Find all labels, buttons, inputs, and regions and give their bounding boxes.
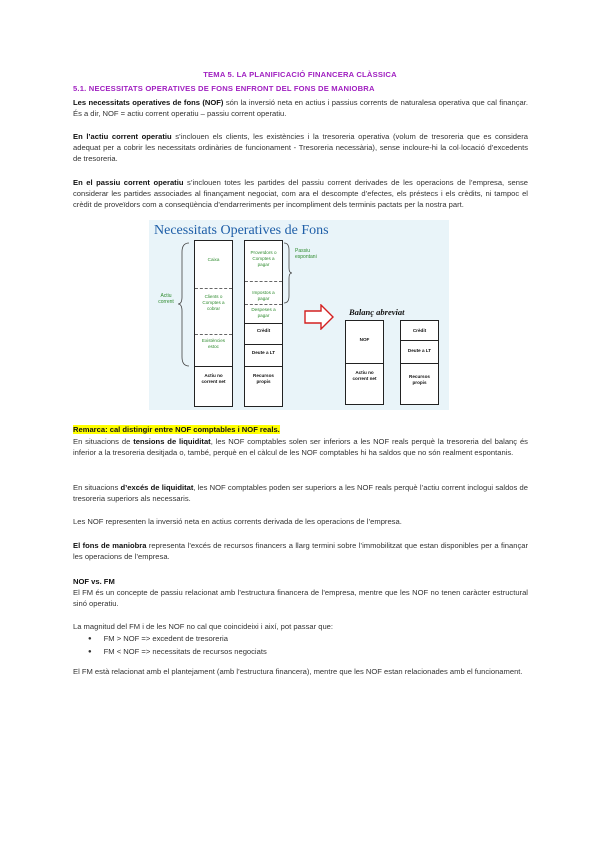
small-credit-divider	[401, 340, 438, 341]
credit-divider	[245, 344, 282, 345]
impostos-divider	[245, 304, 282, 305]
magnitud-paragraph: La magnitud del FM i de les NOF no cal que coincideixi i així, pot passar que:	[73, 622, 334, 631]
passiu-brace-icon	[283, 242, 293, 304]
small-credit-cell: Crèdit	[412, 328, 427, 333]
actiu-brace-icon	[177, 242, 191, 367]
nof-divider	[346, 363, 383, 364]
exces-paragraph	[73, 482, 528, 504]
remarca-highlight: Remarca: cal distingir entre NOF comptables i NOF reals.	[73, 425, 280, 434]
arrow-right-icon	[304, 304, 334, 330]
passiu-text: s’inclouen totes les partides del passiu corrent derivades de les operacions de l’empresa, sense considerar les partides associades al finançament negociat, com ara el descompte d’efectes, els préstecs i els crèdits, ni tampoc el crèdit de proveïdors com a conseqüència d’endarreriments per incompliment dels terminis pactats per la nostra part.	[73, 178, 528, 210]
caixa-cell: Caixa	[207, 257, 220, 262]
proveidors-divider	[245, 281, 282, 282]
credit-cell: Crèdit	[256, 328, 271, 333]
actiu-divider	[195, 366, 232, 367]
actiu-box	[194, 240, 233, 407]
small-deute-lt-cell: Deute a LT	[407, 348, 432, 353]
diagram-title: Necessitats Operatives de Fons	[154, 223, 329, 238]
balanc-title: Balanç abreviat	[349, 307, 405, 317]
small-deute-divider	[401, 363, 438, 364]
representen-paragraph: Les NOF representen la inversió neta en actius corrents derivada de les operacions de l’empresa.	[73, 517, 402, 526]
exces-pre: En situacions	[73, 483, 121, 492]
section-heading: 5.1. NECESSITATS OPERATIVES DE FONS ENFRONT DEL FONS DE MANIOBRA	[73, 84, 375, 93]
fm-concepte-paragraph: El FM és un concepte de passiu relacionat amb l’estructura financera de l’empresa, mentre que les NOF no tenen caràcter estructural sinó operatiu.	[73, 588, 528, 609]
intro-paragraph	[73, 97, 528, 119]
fons-term: El fons de maniobra	[73, 541, 147, 550]
actiu-corrent-label: Actiu corrent	[158, 293, 174, 305]
remarca-paragraph	[73, 424, 528, 435]
caixa-divider	[195, 288, 232, 289]
exces-text: , les NOF comptables poden ser superiors a les NOF reals perquè l’actiu corrent inclogui saldos de tresoreria superiors als necessaris.	[73, 483, 528, 504]
recursos-cell: Recursos propis	[253, 373, 274, 384]
tensions-paragraph	[73, 436, 528, 458]
exces-term: d’excés de liquiditat	[120, 483, 194, 492]
list-item: ● FM > NOF => excedent de tresoreria	[88, 633, 267, 646]
actiu-term: En l’actiu corrent operatiu	[73, 132, 172, 141]
small-recursos-cell: Recursos propis	[409, 374, 430, 385]
actiu-paragraph	[73, 131, 528, 165]
nof-diagram	[149, 220, 449, 410]
nof-cell: NOF	[359, 337, 370, 342]
intro-term: Les necessitats operatives de fons (NOF)	[73, 98, 224, 107]
comparison-list	[88, 633, 267, 659]
fons-paragraph	[73, 540, 528, 562]
fons-text: representa l’excés de recursos financers a llarg termini sobre l’immobilitzat que estan disponibles per a finançar les operacions de l’empresa.	[73, 541, 529, 562]
clients-cell: Clients o Comptes a cobrar	[202, 294, 225, 311]
list-item: ● FM < NOF => necessitats de recursos negociats	[88, 646, 267, 659]
clients-divider	[195, 334, 232, 335]
actiu-text: s’inclouen els clients, les existències i la tresoreria operativa (volum de tresoreria que es considera adequat per a cobrir les necessitats ordinàries de funcionament - Tresoreria necessària), sense incloure-hi la col·locació d’excedents de tresoreria.	[73, 132, 528, 164]
passiu-box	[244, 240, 283, 407]
nof-vs-fm-heading: NOF vs. FM	[73, 577, 115, 586]
balanc-passiu-box	[400, 320, 439, 405]
actiu-no-corrent-cell: Actiu no corrent net	[201, 373, 226, 384]
passiu-term: En el passiu corrent operatiu	[73, 178, 184, 187]
relacionat-paragraph: El FM està relacionat amb el plantejament (amb l’estructura financera), mentre que les NOF estan relacionades amb el funcionament.	[73, 667, 523, 676]
deute-divider	[245, 366, 282, 367]
small-actiu-no-corrent-cell: Actiu no corrent net	[352, 370, 377, 381]
tensions-pre: En situacions de	[73, 437, 134, 446]
passiu-paragraph	[73, 177, 528, 211]
page-title: TEMA 5. LA PLANIFICACIÓ FINANCERA CLÀSSICA	[203, 70, 397, 79]
tensions-term: tensions de liquiditat	[133, 437, 211, 446]
passiu-espontani-label: Passiu espontani	[295, 248, 317, 260]
despeses-divider	[245, 323, 282, 324]
deute-lt-cell: Deute a LT	[251, 350, 276, 355]
tensions-text: , les NOF comptables solen ser inferiors a les NOF reals perquè la tresoreria del balanç és inferior a la tresoreria desitjada o, també, perquè en el càlcul de les NOF comptables hi ha saldos que no són realment espontanis.	[73, 437, 528, 458]
balanc-actiu-box	[345, 320, 384, 405]
existencies-cell: Existències estoc	[201, 338, 226, 349]
impostos-cell: Impostos a pagar	[252, 290, 275, 301]
intro-text: són la inversió neta en actius i passius corrents de naturalesa operativa que cal finançar. És a dir, NOF = actiu corrent operatiu – passiu corrent operatiu.	[73, 98, 528, 119]
proveidors-cell: Proveïdors o Comptes a pagar	[250, 250, 277, 267]
despeses-cell: Despeses a pagar	[251, 307, 276, 318]
